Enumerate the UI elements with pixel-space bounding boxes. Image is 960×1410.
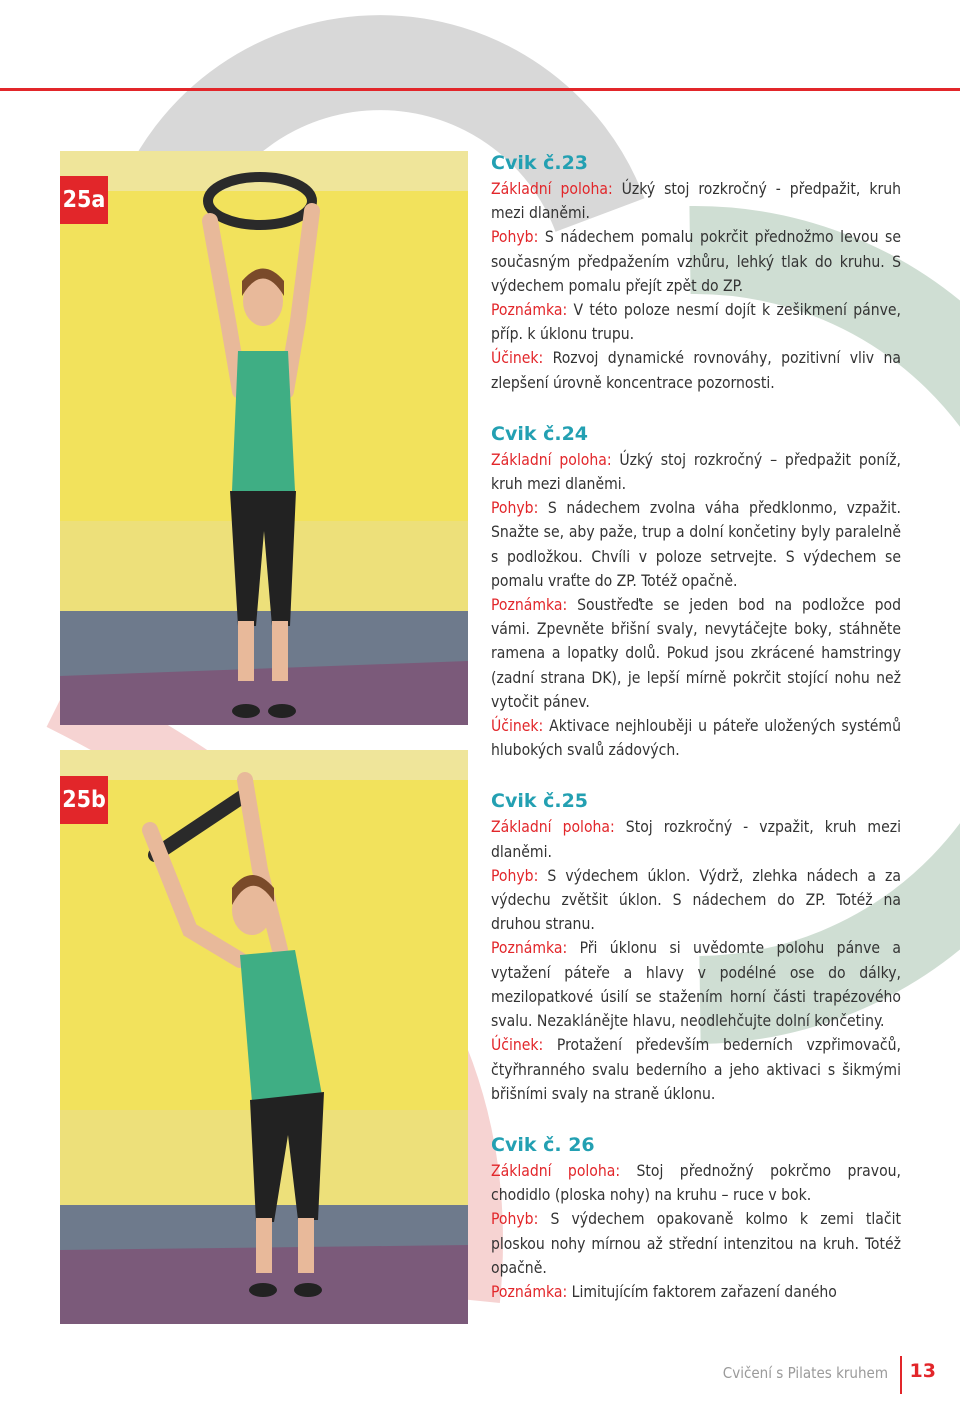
page-number: 13 [909, 1360, 936, 1382]
exercise-title: Cvik č.24 [491, 422, 589, 445]
exercise-paragraph [491, 448, 901, 496]
exercise-paragraph [491, 177, 901, 225]
paragraph-text: Při úklonu si uvědomte polohu pánve a vytažení páteře a hlavy v podélné ose do dálky, mezilopatkové úsilí se stažením horní části trapézového svalu. Nezaklánějte hlavu, neodlehčujte dolní končetiny. [491, 939, 901, 1031]
exercise-paragraph [491, 496, 901, 593]
paragraph-text: Rozvoj dynamické rovnováhy, pozitivní vliv na zlepšení úrovně koncentrace pozornosti. [491, 349, 901, 392]
exercise-paragraph [491, 1280, 901, 1304]
paragraph-text: Úzký stoj rozkročný - předpažit, kruh mezi dlaněmi. [491, 180, 901, 223]
exercise-paragraph [491, 714, 901, 762]
paragraph-label: Poznámka: [491, 301, 568, 320]
exercise-paragraph [491, 864, 901, 937]
exercise-26 [491, 1132, 901, 1304]
top-rule [0, 88, 960, 91]
paragraph-label: Pohyb: [491, 866, 539, 885]
paragraph-label: Základní poloha: [491, 1161, 621, 1180]
photo-exercise-25b [60, 750, 468, 1324]
exercise-paragraph [491, 593, 901, 714]
paragraph-text: Protažení především bederních vzpřimovačů, čtyřhranného svalu bederního a jeho aktivaci s šikmými břišními svaly na straně úklonu. [491, 1036, 901, 1103]
paragraph-label: Základní poloha: [491, 450, 612, 469]
exercise-badge-25a: 25a [60, 176, 108, 224]
exercise-25 [491, 788, 901, 1105]
exercise-23 [491, 150, 901, 395]
footer-divider [900, 1356, 902, 1394]
exercise-24 [491, 421, 901, 763]
page-footer [660, 1356, 960, 1396]
paragraph-label: Poznámka: [491, 939, 568, 958]
exercise-paragraph [491, 1207, 901, 1280]
exercise-paragraph [491, 346, 901, 394]
paragraph-text: S výdechem opakovaně kolmo k zemi tlačit ploskou nohy mírnou až střední intenzitou na kruh. Totéž opačně. [491, 1210, 901, 1277]
paragraph-label: Účinek: [491, 717, 544, 736]
exercise-text-column [491, 150, 901, 1330]
paragraph-label: Základní poloha: [491, 180, 613, 198]
paragraph-label: Účinek: [491, 349, 544, 368]
paragraph-text: Soustřeďte se jeden bod na podložce pod vámi. Zpevněte břišní svaly, nevytáčejte boky, stáhněte ramena a lopatky dolů. Pokud jsou zkrácené hamstringy (zadní strana DK), je lepší mírně pokrčit stojící nohu než vytočit pánev. [491, 596, 901, 711]
paragraph-label: Pohyb: [491, 1210, 539, 1229]
paragraph-text: Limitujícím faktorem zařazení daného [567, 1282, 837, 1301]
paragraph-label: Pohyb: [491, 228, 539, 247]
photo-exercise-25a [60, 151, 468, 725]
paragraph-text: Úzký stoj rozkročný – předpažit poníž, kruh mezi dlaněmi. [491, 450, 901, 494]
paragraph-label: Účinek: [491, 1036, 544, 1055]
exercise-title: Cvik č. 26 [491, 1133, 595, 1156]
exercise-paragraph [491, 225, 901, 298]
exercise-title: Cvik č.23 [491, 152, 589, 174]
exercise-paragraph [491, 1159, 901, 1207]
paragraph-text: V této poloze nesmí dojít k zešikmení pánve, příp. k úklonu trupu. [491, 301, 901, 344]
paragraph-text: S nádechem zvolna váha předklonmo, vzpažit. Snažte se, aby paže, trup a dolní končetiny byly paralelně s podložkou. Chvíli v poloze setrvejte. S výdechem se pomalu vraťte do ZP. Totéž opačně. [491, 499, 901, 590]
exercise-paragraph [491, 936, 901, 1033]
paragraph-label: Poznámka: [491, 1282, 568, 1301]
paragraph-text: Aktivace nejhlouběji u páteře uložených systémů hlubokých svalů zádových. [491, 717, 901, 760]
paragraph-label: Poznámka: [491, 596, 568, 615]
exercise-paragraph [491, 815, 901, 863]
paragraph-text: S nádechem pomalu pokrčit přednožmo levou se současným předpažením vzhůru, lehký tlak do kruhu. S výdechem pomalu přejít zpět do ZP. [491, 228, 901, 295]
paragraph-label: Pohyb: [491, 499, 539, 518]
paragraph-text: Stoj přednožný pokrčmo pravou, chodidlo (ploska nohy) na kruhu – ruce v bok. [491, 1161, 901, 1205]
footer-title: Cvičení s Pilates kruhem [722, 1364, 888, 1382]
exercise-paragraph [491, 298, 901, 346]
paragraph-text: S výdechem úklon. Výdrž, zlehka nádech a za výdechu zvětšit úklon. S nádechem do ZP. Totéž na druhou stranu. [491, 866, 901, 934]
paragraph-text: Stoj rozkročný - vzpažit, kruh mezi dlaněmi. [491, 818, 901, 861]
exercise-paragraph [491, 1033, 901, 1106]
paragraph-label: Základní poloha: [491, 818, 615, 837]
exercise-badge-25b: 25b [60, 776, 108, 824]
exercise-title: Cvik č.25 [491, 790, 589, 813]
